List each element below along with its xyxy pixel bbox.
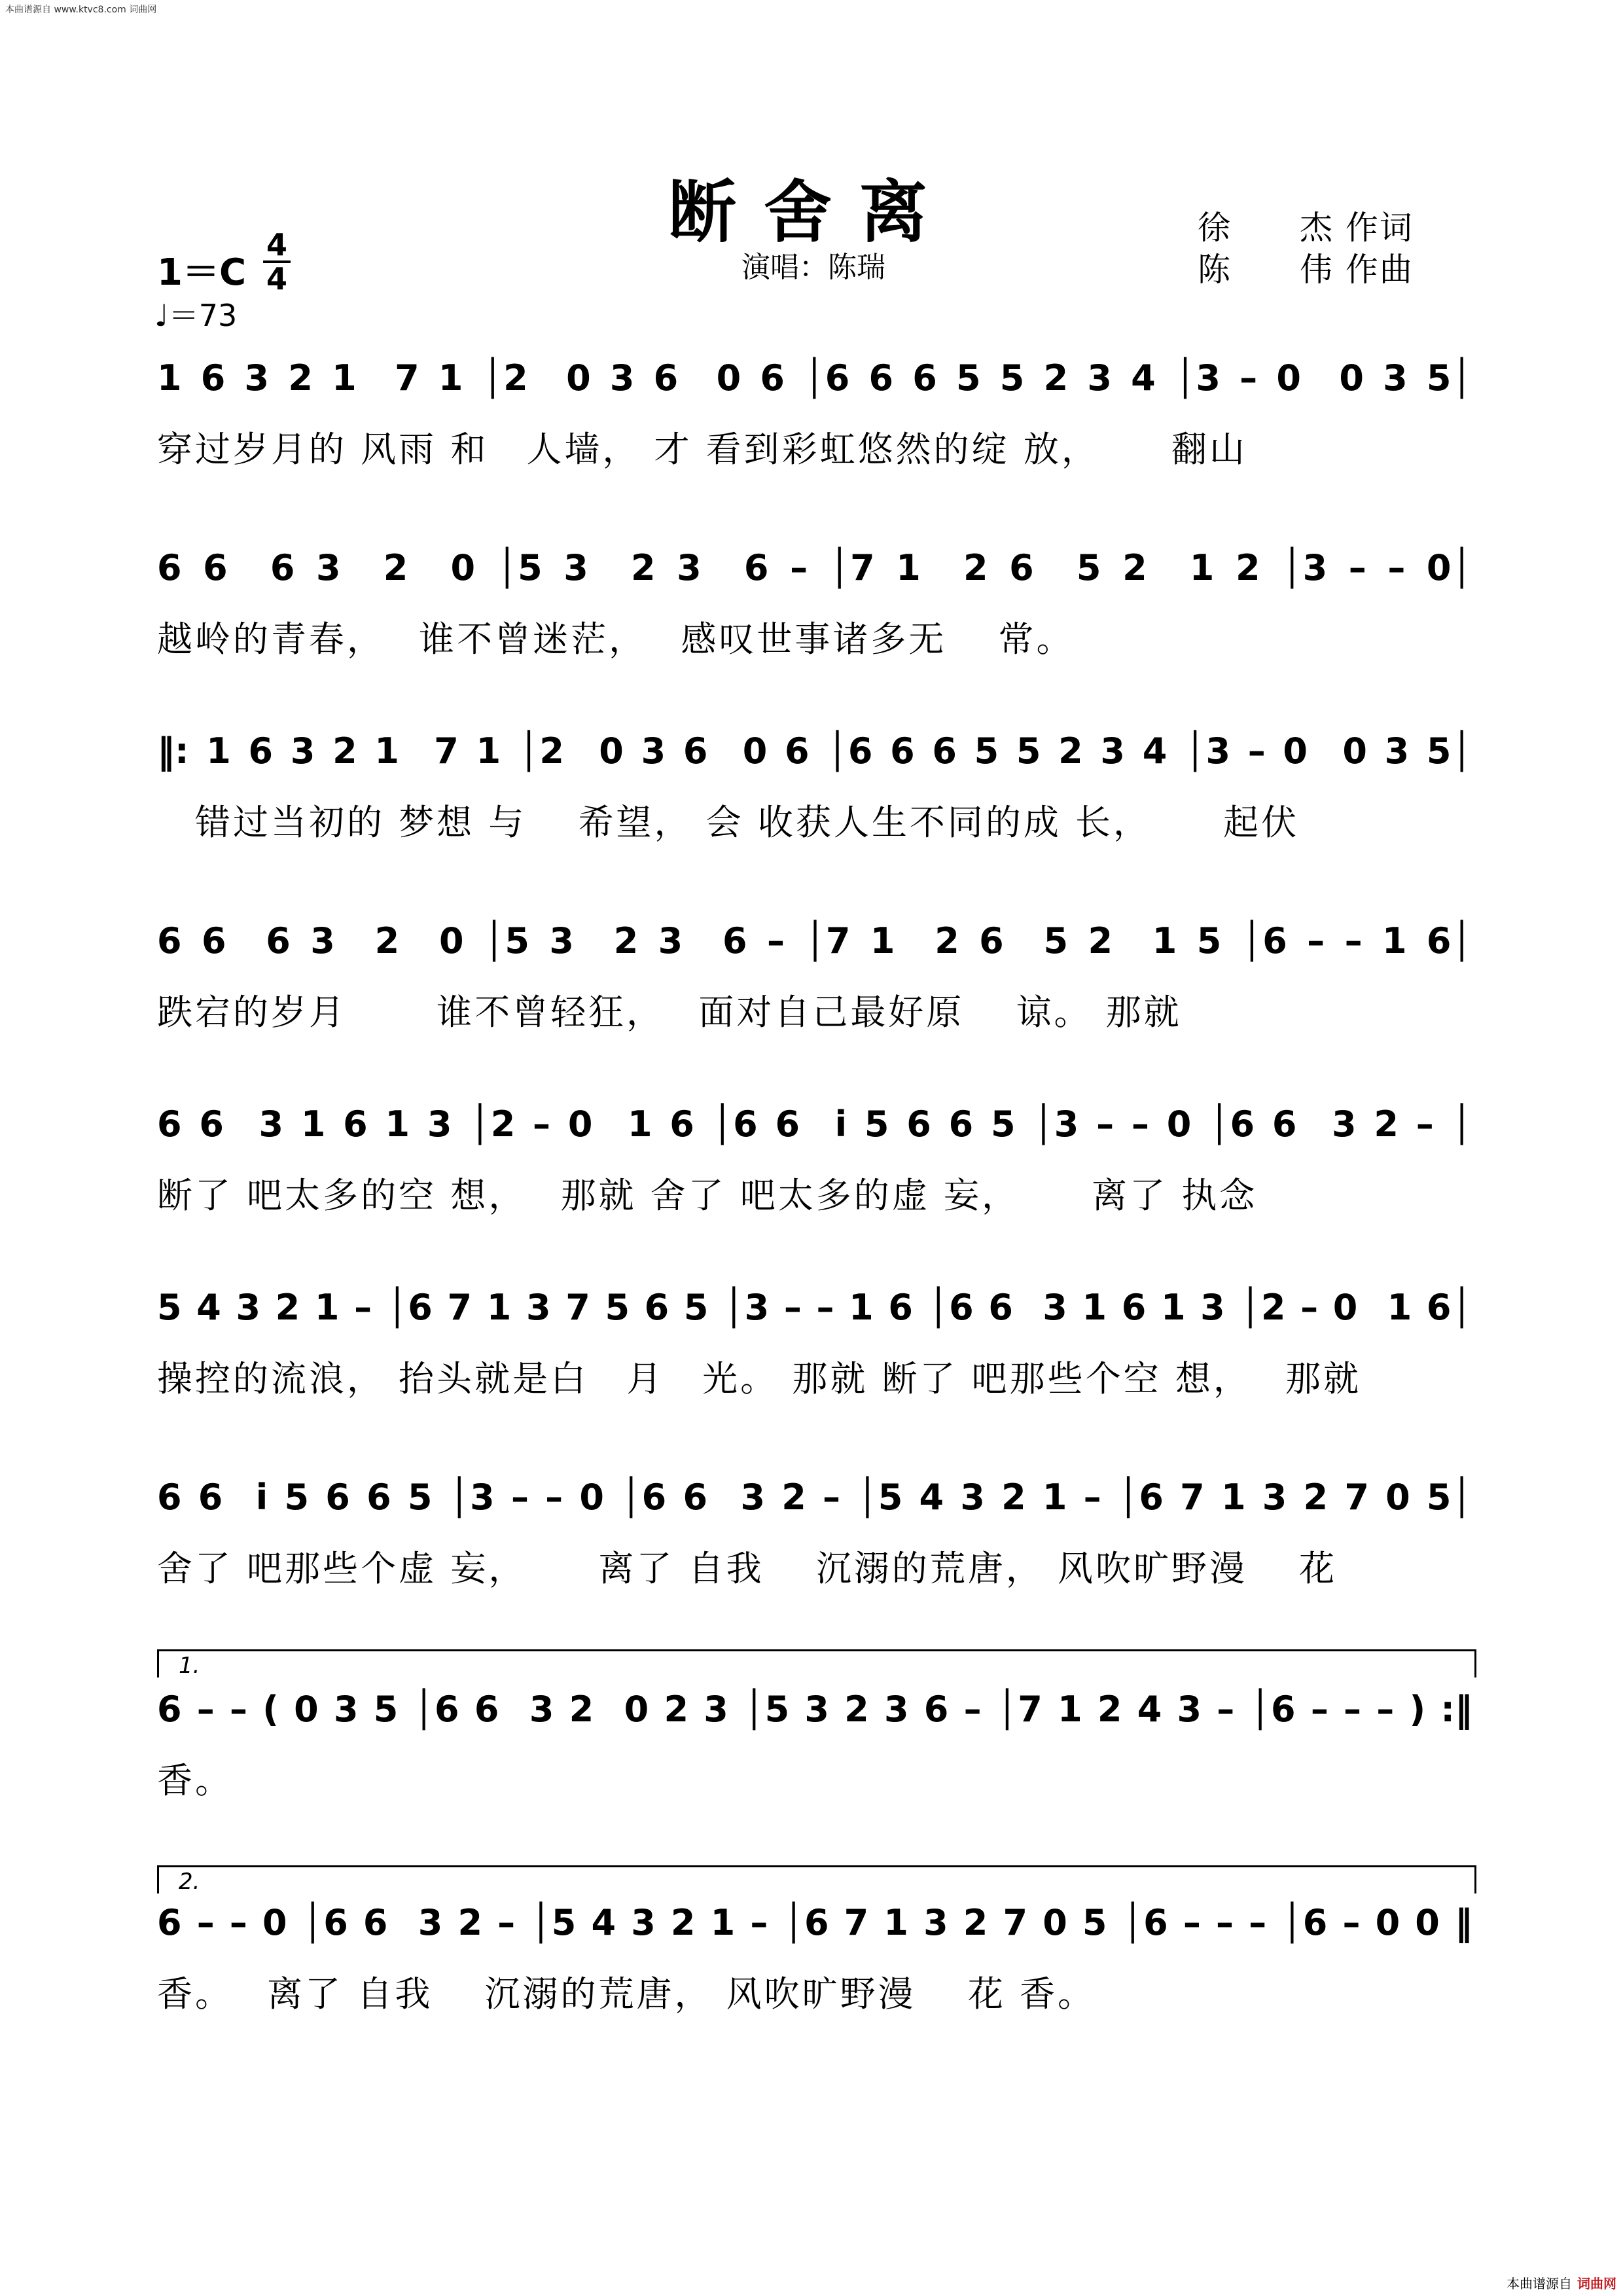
notation-line: 6 6 6 3 2 0 │5 3 2 3 6 – │7 1 2 6 5 2 1 2 │3 – – 0│ — [157, 547, 1472, 588]
notation-line: 1 6 3 2 1 7 1 │2 0 3 6 0 6 │6 6 6 5 5 2 3 4 │3 – 0 0 3 5│ — [157, 357, 1472, 399]
notation-line: 6 6 i 5 6 6 5 │3 – – 0 │6 6 3 2 – │5 4 3 2 1 – │6 7 1 3 2 7 0 5│ — [157, 1477, 1472, 1518]
notation-line: ‖: 1 6 3 2 1 7 1 │2 0 3 6 0 6 │6 6 6 5 5 2 3 4 │3 – 0 0 3 5│ — [157, 730, 1472, 772]
tempo-marking: ♩＝73 — [154, 298, 238, 333]
volta-label: 1. — [179, 1653, 200, 1679]
composer-credit: 陈 伟 作曲 — [1198, 251, 1414, 289]
song-title: 断舍离 — [668, 171, 955, 252]
volta-label: 2. — [179, 1869, 200, 1895]
watermark-brand: 词曲网 — [1577, 2276, 1616, 2291]
lyrics-line: 跌宕的岁月 谁不曾轻狂， 面对自己最好原 谅。 那就 — [157, 992, 1182, 1033]
watermark-text: 本曲谱源自 — [1507, 2276, 1572, 2291]
lyrics-line: 越岭的青春， 谁不曾迷茫， 感叹世事诸多无 常。 — [157, 619, 1075, 660]
notation-line: 6 6 6 3 2 0 │5 3 2 3 6 – │7 1 2 6 5 2 1 5 │6 – – 1 6│ — [157, 920, 1472, 961]
notation-line: 6 6 3 1 6 1 3 │2 – 0 1 6 │6 6 i 5 6 6 5 │3 – – 0 │6 6 3 2 – │ — [157, 1103, 1472, 1145]
notation-line: 5 4 3 2 1 – │6 7 1 3 7 5 6 5 │3 – – 1 6 │6 6 3 1 6 1 3 │2 – 0 1 6│ — [157, 1287, 1472, 1328]
lyrics-line: 舍了 吧那些个虚 妄， 离了 自我 沉溺的荒唐， 风吹旷野漫 花 — [157, 1548, 1338, 1589]
time-signature-bottom: 4 — [266, 261, 287, 296]
time-signature-top: 4 — [266, 227, 287, 262]
lyrics-line: 错过当初的 梦想 与 希望， 会 收获人生不同的成 长， 起伏 — [157, 802, 1300, 843]
lyrics-line: 香。 — [157, 1760, 233, 1801]
lyrics-line: 操控的流浪， 抬头就是白 月 光。 那就 断了 吧那些个空 想， 那就 — [157, 1358, 1361, 1399]
time-signature — [260, 227, 293, 296]
key-signature: 1＝C — [157, 251, 247, 294]
notation-line: 6 – – 0 │6 6 3 2 – │5 4 3 2 1 – │6 7 1 3 2 7 0 5 │6 – – – │6 – 0 0 ‖ — [157, 1902, 1472, 1943]
second-ending-bracket — [157, 1865, 1476, 1893]
site-credit: 本曲谱源自 www.ktvc8.com 词曲网 — [5, 5, 157, 15]
watermark — [1507, 2273, 1616, 2292]
singer-credit: 演唱：陈瑞 — [741, 251, 885, 284]
lyrics-line: 香。 离了 自我 沉溺的荒唐， 风吹旷野漫 花 香。 — [157, 1973, 1096, 2015]
lyrics-line: 断了 吧太多的空 想， 那就 舍了 吧太多的虚 妄， 离了 执念 — [157, 1175, 1258, 1216]
lyricist-credit: 徐 杰 作词 — [1198, 209, 1414, 247]
notation-line: 6 – – ( 0 3 5 │6 6 3 2 0 2 3 │5 3 2 3 6 – │7 1 2 4 3 – │6 – – – ) :‖ — [157, 1689, 1472, 1730]
lyrics-line: 穿过岁月的 风雨 和 人墙， 才 看到彩虹悠然的绽 放， 翻山 — [157, 429, 1247, 470]
first-ending-bracket — [157, 1649, 1476, 1677]
